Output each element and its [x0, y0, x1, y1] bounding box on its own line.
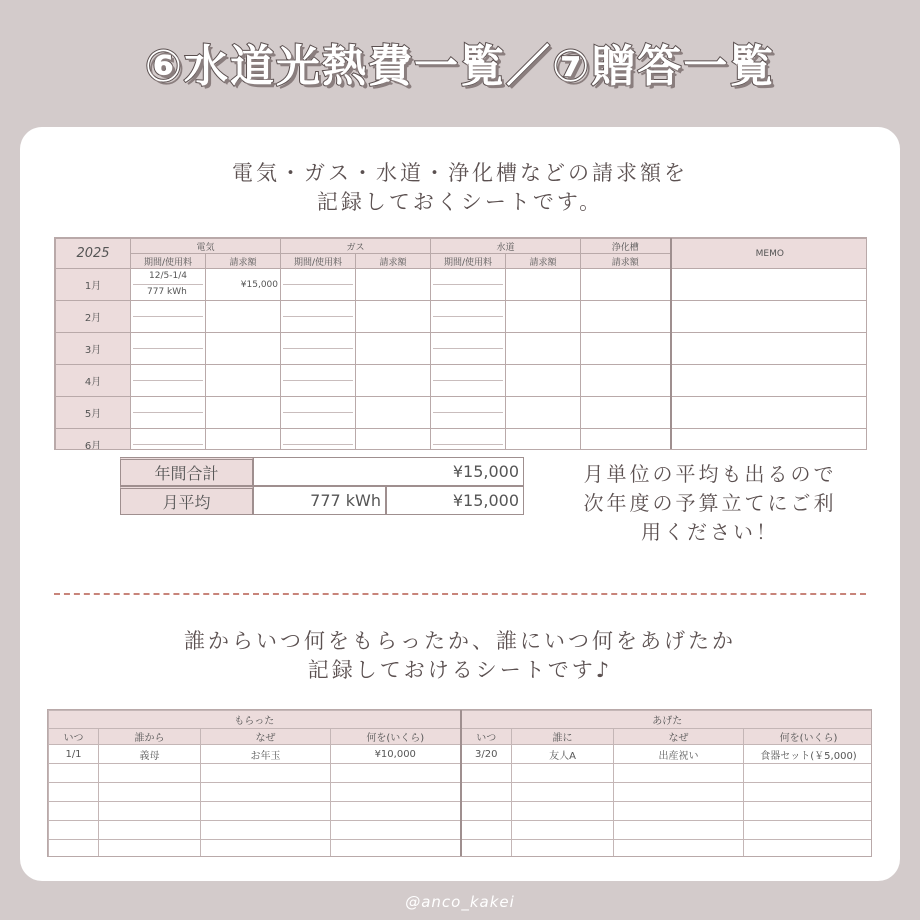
table-cell[interactable]: [201, 840, 331, 858]
table-cell[interactable]: [461, 764, 512, 783]
sub-period-header: 期間/使用料: [431, 254, 506, 269]
table-cell[interactable]: [99, 764, 201, 783]
period-cell[interactable]: [131, 397, 206, 429]
gift-description-line1: 誰からいつ何をもらったか、誰にいつ何をあげたか: [184, 629, 736, 653]
amount-cell[interactable]: [356, 269, 431, 301]
given-to-cell[interactable]: 友人A: [512, 745, 614, 764]
amount-cell[interactable]: [206, 429, 281, 451]
memo-cell[interactable]: [671, 365, 867, 397]
table-cell[interactable]: [49, 802, 99, 821]
table-cell[interactable]: [614, 783, 744, 802]
memo-cell[interactable]: [671, 333, 867, 365]
amount-cell[interactable]: [206, 365, 281, 397]
given-why-cell[interactable]: 出産祝い: [614, 745, 744, 764]
annual-total-label: 年間合計: [120, 457, 253, 486]
average-note-line2: 次年度の予算立てにご利: [583, 491, 837, 515]
amount-cell[interactable]: [506, 429, 581, 451]
month-label: 2月: [56, 301, 131, 333]
group-septic: 浄化槽: [581, 239, 671, 254]
amount-cell[interactable]: [581, 301, 671, 333]
period-cell[interactable]: [431, 301, 506, 333]
usage-value: 777 kWh: [147, 287, 187, 297]
amount-cell[interactable]: ¥15,000: [206, 269, 281, 301]
period-cell[interactable]: [431, 365, 506, 397]
period-value: 12/5-1/4: [149, 271, 187, 281]
memo-cell[interactable]: [671, 397, 867, 429]
table-cell[interactable]: [614, 821, 744, 840]
table-cell[interactable]: [744, 764, 873, 783]
table-cell[interactable]: [744, 840, 873, 858]
group-electricity: 電気: [131, 239, 281, 254]
table-cell[interactable]: [99, 840, 201, 858]
amount-cell[interactable]: [356, 301, 431, 333]
table-cell[interactable]: [201, 783, 331, 802]
amount-cell[interactable]: [506, 397, 581, 429]
amount-cell[interactable]: [581, 429, 671, 451]
gift-sheet[interactable]: [47, 709, 872, 857]
given-when-cell[interactable]: 3/20: [461, 745, 512, 764]
annual-total-amount: ¥15,000: [253, 457, 524, 486]
amount-cell[interactable]: [206, 333, 281, 365]
received-header-when: いつ: [49, 729, 99, 745]
sub-period-header: 期間/使用料: [131, 254, 206, 269]
amount-cell[interactable]: [206, 397, 281, 429]
table-cell[interactable]: [512, 840, 614, 858]
month-label: 5月: [56, 397, 131, 429]
sub-amount-header: 請求額: [356, 254, 431, 269]
utility-sheet[interactable]: [54, 237, 867, 450]
month-label: 4月: [56, 365, 131, 397]
table-cell[interactable]: [461, 840, 512, 858]
period-cell[interactable]: [281, 269, 356, 301]
given-header-when: いつ: [461, 729, 512, 745]
amount-cell[interactable]: [506, 301, 581, 333]
month-label: 6月: [56, 429, 131, 451]
table-cell[interactable]: [461, 783, 512, 802]
table-cell[interactable]: [331, 783, 461, 802]
month-label: 1月: [56, 269, 131, 301]
table-cell[interactable]: [614, 802, 744, 821]
amount-cell[interactable]: [356, 365, 431, 397]
section-divider: [54, 593, 866, 595]
sub-amount-header: 請求額: [206, 254, 281, 269]
period-cell[interactable]: [431, 397, 506, 429]
period-cell[interactable]: [431, 429, 506, 451]
period-cell[interactable]: [431, 269, 506, 301]
table-cell[interactable]: [744, 783, 873, 802]
amount-cell[interactable]: [506, 333, 581, 365]
period-cell[interactable]: [131, 365, 206, 397]
table-cell[interactable]: [461, 821, 512, 840]
received-header-what: 何を(いくら): [331, 729, 461, 745]
amount-cell[interactable]: [506, 365, 581, 397]
utility-description-line1: 電気・ガス・水道・浄化槽などの請求額を: [232, 161, 688, 185]
given-header-why: なぜ: [614, 729, 744, 745]
table-cell[interactable]: [512, 783, 614, 802]
monthly-average-label: 月平均: [120, 486, 253, 515]
table-cell[interactable]: [99, 783, 201, 802]
period-cell[interactable]: [131, 269, 206, 301]
utility-description-line2: 記録しておくシートです。: [316, 190, 604, 214]
amount-cell[interactable]: [506, 269, 581, 301]
period-cell[interactable]: [131, 333, 206, 365]
received-when-cell[interactable]: 1/1: [49, 745, 99, 764]
content-card: [20, 127, 900, 881]
table-cell[interactable]: [201, 802, 331, 821]
table-cell[interactable]: [512, 821, 614, 840]
memo-cell[interactable]: [671, 301, 867, 333]
amount-cell[interactable]: [356, 397, 431, 429]
amount-cell[interactable]: [581, 333, 671, 365]
period-cell[interactable]: [281, 397, 356, 429]
summary-table: [120, 457, 524, 515]
period-cell[interactable]: [281, 365, 356, 397]
period-cell[interactable]: [281, 333, 356, 365]
memo-cell[interactable]: [671, 269, 867, 301]
group-water: 水道: [431, 239, 581, 254]
sub-period-header: 期間/使用料: [281, 254, 356, 269]
table-cell[interactable]: [331, 821, 461, 840]
period-cell[interactable]: [131, 429, 206, 451]
table-cell[interactable]: [99, 802, 201, 821]
table-cell[interactable]: [49, 783, 99, 802]
monthly-average-usage: 777 kWh: [253, 486, 386, 515]
table-cell[interactable]: [201, 764, 331, 783]
received-header-from: 誰から: [99, 729, 201, 745]
amount-cell[interactable]: [206, 301, 281, 333]
table-cell[interactable]: [614, 840, 744, 858]
received-why-cell[interactable]: お年玉: [201, 745, 331, 764]
given-what-cell[interactable]: 食器セット(￥5,000): [744, 745, 873, 764]
period-cell[interactable]: [281, 429, 356, 451]
amount-cell[interactable]: [581, 397, 671, 429]
memo-cell[interactable]: [671, 429, 867, 451]
table-cell[interactable]: [331, 840, 461, 858]
table-cell[interactable]: [331, 802, 461, 821]
average-note-line1: 月単位の平均も出るので: [583, 462, 837, 486]
utility-description: [20, 159, 900, 217]
group-gas: ガス: [281, 239, 431, 254]
table-cell[interactable]: [49, 840, 99, 858]
gift-description: [20, 627, 900, 685]
given-group-header: あげた: [461, 711, 873, 729]
period-cell[interactable]: [281, 301, 356, 333]
year-cell: 2025: [56, 239, 131, 269]
month-label: 3月: [56, 333, 131, 365]
gift-description-line2: 記録しておけるシートです♪: [307, 658, 613, 682]
received-what-cell[interactable]: ¥10,000: [331, 745, 461, 764]
table-cell[interactable]: [49, 764, 99, 783]
table-cell[interactable]: [331, 764, 461, 783]
given-header-to: 誰に: [512, 729, 614, 745]
table-cell[interactable]: [201, 821, 331, 840]
table-cell[interactable]: [512, 764, 614, 783]
amount-cell[interactable]: [356, 429, 431, 451]
table-cell[interactable]: [512, 802, 614, 821]
page-title: ⑥水道光熱費一覧／⑦贈答一覧: [144, 41, 776, 92]
amount-cell[interactable]: [356, 333, 431, 365]
monthly-average-amount: ¥15,000: [386, 486, 524, 515]
table-cell[interactable]: [614, 764, 744, 783]
table-cell[interactable]: [744, 802, 873, 821]
period-cell[interactable]: [131, 301, 206, 333]
received-group-header: もらった: [49, 711, 461, 729]
table-cell[interactable]: [99, 821, 201, 840]
received-from-cell[interactable]: 義母: [99, 745, 201, 764]
sub-amount-header: 請求額: [506, 254, 581, 269]
amount-cell[interactable]: [581, 365, 671, 397]
average-note-line3: 用ください！: [641, 520, 779, 544]
memo-header: MEMO: [671, 239, 867, 269]
amount-cell[interactable]: [581, 269, 671, 301]
table-cell[interactable]: [461, 802, 512, 821]
table-cell[interactable]: [49, 821, 99, 840]
author-handle: @anco_kakei: [405, 893, 515, 911]
given-header-what: 何を(いくら): [744, 729, 873, 745]
average-note: [560, 460, 860, 547]
table-cell[interactable]: [744, 821, 873, 840]
received-header-why: なぜ: [201, 729, 331, 745]
sub-amount-header: 請求額: [581, 254, 671, 269]
period-cell[interactable]: [431, 333, 506, 365]
